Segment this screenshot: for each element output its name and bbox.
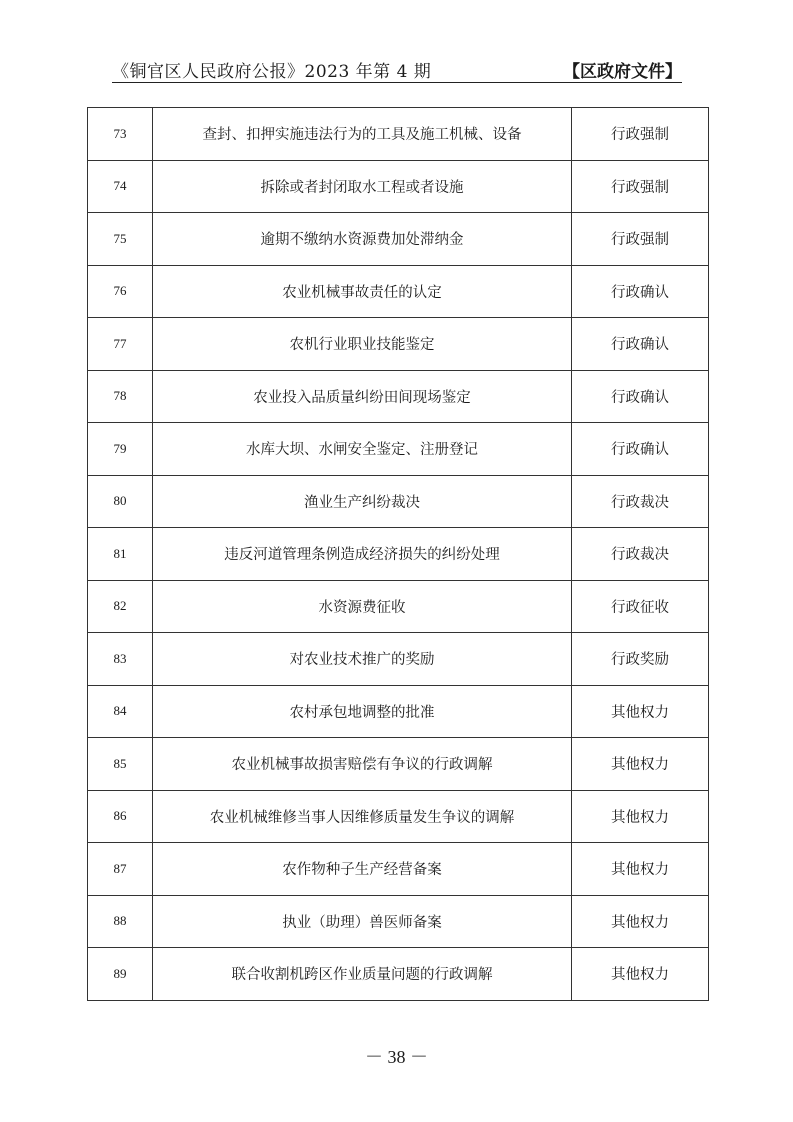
table-row xyxy=(88,633,709,686)
power-list-table-container xyxy=(87,107,708,1001)
power-item-name: 农作物种子生产经营备案 xyxy=(153,843,572,896)
row-number: 78 xyxy=(88,370,153,423)
power-category: 其他权力 xyxy=(572,843,709,896)
power-item-name: 农村承包地调整的批准 xyxy=(153,685,572,738)
power-item-name: 水库大坝、水闸安全鉴定、注册登记 xyxy=(153,423,572,476)
power-category: 其他权力 xyxy=(572,685,709,738)
table-row xyxy=(88,423,709,476)
table-row xyxy=(88,738,709,791)
power-category: 行政确认 xyxy=(572,370,709,423)
row-number: 86 xyxy=(88,790,153,843)
power-category: 行政确认 xyxy=(572,423,709,476)
row-number: 83 xyxy=(88,633,153,686)
row-number: 80 xyxy=(88,475,153,528)
power-item-name: 渔业生产纠纷裁决 xyxy=(153,475,572,528)
power-category: 行政确认 xyxy=(572,318,709,371)
row-number: 76 xyxy=(88,265,153,318)
table-body xyxy=(88,108,709,1001)
table-row xyxy=(88,370,709,423)
table-row xyxy=(88,790,709,843)
table-row xyxy=(88,580,709,633)
row-number: 88 xyxy=(88,895,153,948)
power-item-name: 逾期不缴纳水资源费加处滞纳金 xyxy=(153,213,572,266)
section-label: 【区政府文件】 xyxy=(563,62,682,82)
power-item-name: 查封、扣押实施违法行为的工具及施工机械、设备 xyxy=(153,108,572,161)
power-item-name: 农业机械维修当事人因维修质量发生争议的调解 xyxy=(153,790,572,843)
power-category: 其他权力 xyxy=(572,948,709,1001)
power-item-name: 执业（助理）兽医师备案 xyxy=(153,895,572,948)
table-row xyxy=(88,160,709,213)
row-number: 81 xyxy=(88,528,153,581)
power-category: 行政奖励 xyxy=(572,633,709,686)
row-number: 77 xyxy=(88,318,153,371)
table-row xyxy=(88,475,709,528)
power-item-name: 农业机械事故责任的认定 xyxy=(153,265,572,318)
power-category: 其他权力 xyxy=(572,790,709,843)
power-category: 其他权力 xyxy=(572,895,709,948)
power-category: 行政强制 xyxy=(572,160,709,213)
power-category: 行政裁决 xyxy=(572,528,709,581)
power-item-name: 对农业技术推广的奖励 xyxy=(153,633,572,686)
table-row xyxy=(88,213,709,266)
power-item-name: 农业机械事故损害赔偿有争议的行政调解 xyxy=(153,738,572,791)
table-row xyxy=(88,318,709,371)
power-item-name: 拆除或者封闭取水工程或者设施 xyxy=(153,160,572,213)
row-number: 84 xyxy=(88,685,153,738)
power-list-table xyxy=(87,107,709,1001)
table-row xyxy=(88,685,709,738)
power-category: 行政确认 xyxy=(572,265,709,318)
page-header xyxy=(112,54,682,83)
table-row xyxy=(88,948,709,1001)
row-number: 82 xyxy=(88,580,153,633)
bulletin-title: 《铜官区人民政府公报》2023 年第 4 期 xyxy=(112,62,432,82)
row-number: 79 xyxy=(88,423,153,476)
table-row xyxy=(88,108,709,161)
power-category: 行政强制 xyxy=(572,108,709,161)
power-category: 行政强制 xyxy=(572,213,709,266)
power-item-name: 农机行业职业技能鉴定 xyxy=(153,318,572,371)
power-item-name: 违反河道管理条例造成经济损失的纠纷处理 xyxy=(153,528,572,581)
power-item-name: 水资源费征收 xyxy=(153,580,572,633)
power-category: 行政征收 xyxy=(572,580,709,633)
table-row xyxy=(88,265,709,318)
table-row xyxy=(88,895,709,948)
power-item-name: 联合收割机跨区作业质量问题的行政调解 xyxy=(153,948,572,1001)
row-number: 74 xyxy=(88,160,153,213)
row-number: 87 xyxy=(88,843,153,896)
power-category: 其他权力 xyxy=(572,738,709,791)
row-number: 85 xyxy=(88,738,153,791)
power-category: 行政裁决 xyxy=(572,475,709,528)
table-row xyxy=(88,843,709,896)
page-number: － 38 － xyxy=(365,1047,428,1067)
row-number: 73 xyxy=(88,108,153,161)
row-number: 89 xyxy=(88,948,153,1001)
table-row xyxy=(88,528,709,581)
power-item-name: 农业投入品质量纠纷田间现场鉴定 xyxy=(153,370,572,423)
row-number: 75 xyxy=(88,213,153,266)
